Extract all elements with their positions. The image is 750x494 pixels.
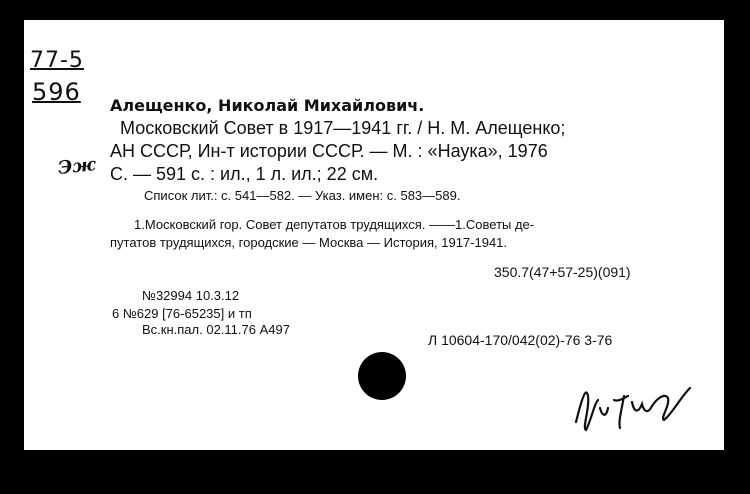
card-date: Вс.кн.пал. 02.11.76 А497 (142, 322, 290, 337)
subjects-line-1: 1.Московский гор. Совет депутатов трудящихся. ——1.Советы де- (134, 217, 535, 232)
title-line-2: АН СССР, Ин-т истории СССР. — М. : «Наука», 1976 (110, 141, 548, 161)
subjects-line-2: путатов трудящихся, городские — Москва — История, 1917-1941. (110, 235, 508, 250)
classification-index: 350.7(47+57-25)(091) (494, 264, 631, 280)
bibliography-note: Список лит.: с. 541—582. — Указ. имен: с. 583—589. (144, 188, 461, 203)
catalog-card (24, 20, 724, 450)
title-line-3: С. — 591 с. : ил., 1 л. ил.; 22 см. (110, 164, 379, 184)
shelf-mark-top: 77-5 (30, 48, 84, 73)
license-code: Л 10604-170/042(02)-76 3-76 (428, 332, 613, 348)
handwritten-mark: Эж (57, 154, 97, 179)
shelf-mark-bottom: 596 (32, 78, 81, 106)
title-line-1: Московский Совет в 1917—1941 гг. / Н. М. Алещенко; (120, 118, 566, 138)
order-number: 6 №629 [76-65235] и тп (112, 306, 252, 321)
punch-hole (358, 352, 406, 400)
handwritten-signature (572, 378, 702, 438)
author-heading: Алещенко, Николай Михайлович. (110, 96, 425, 115)
inventory-number: №32994 10.3.12 (142, 288, 240, 303)
